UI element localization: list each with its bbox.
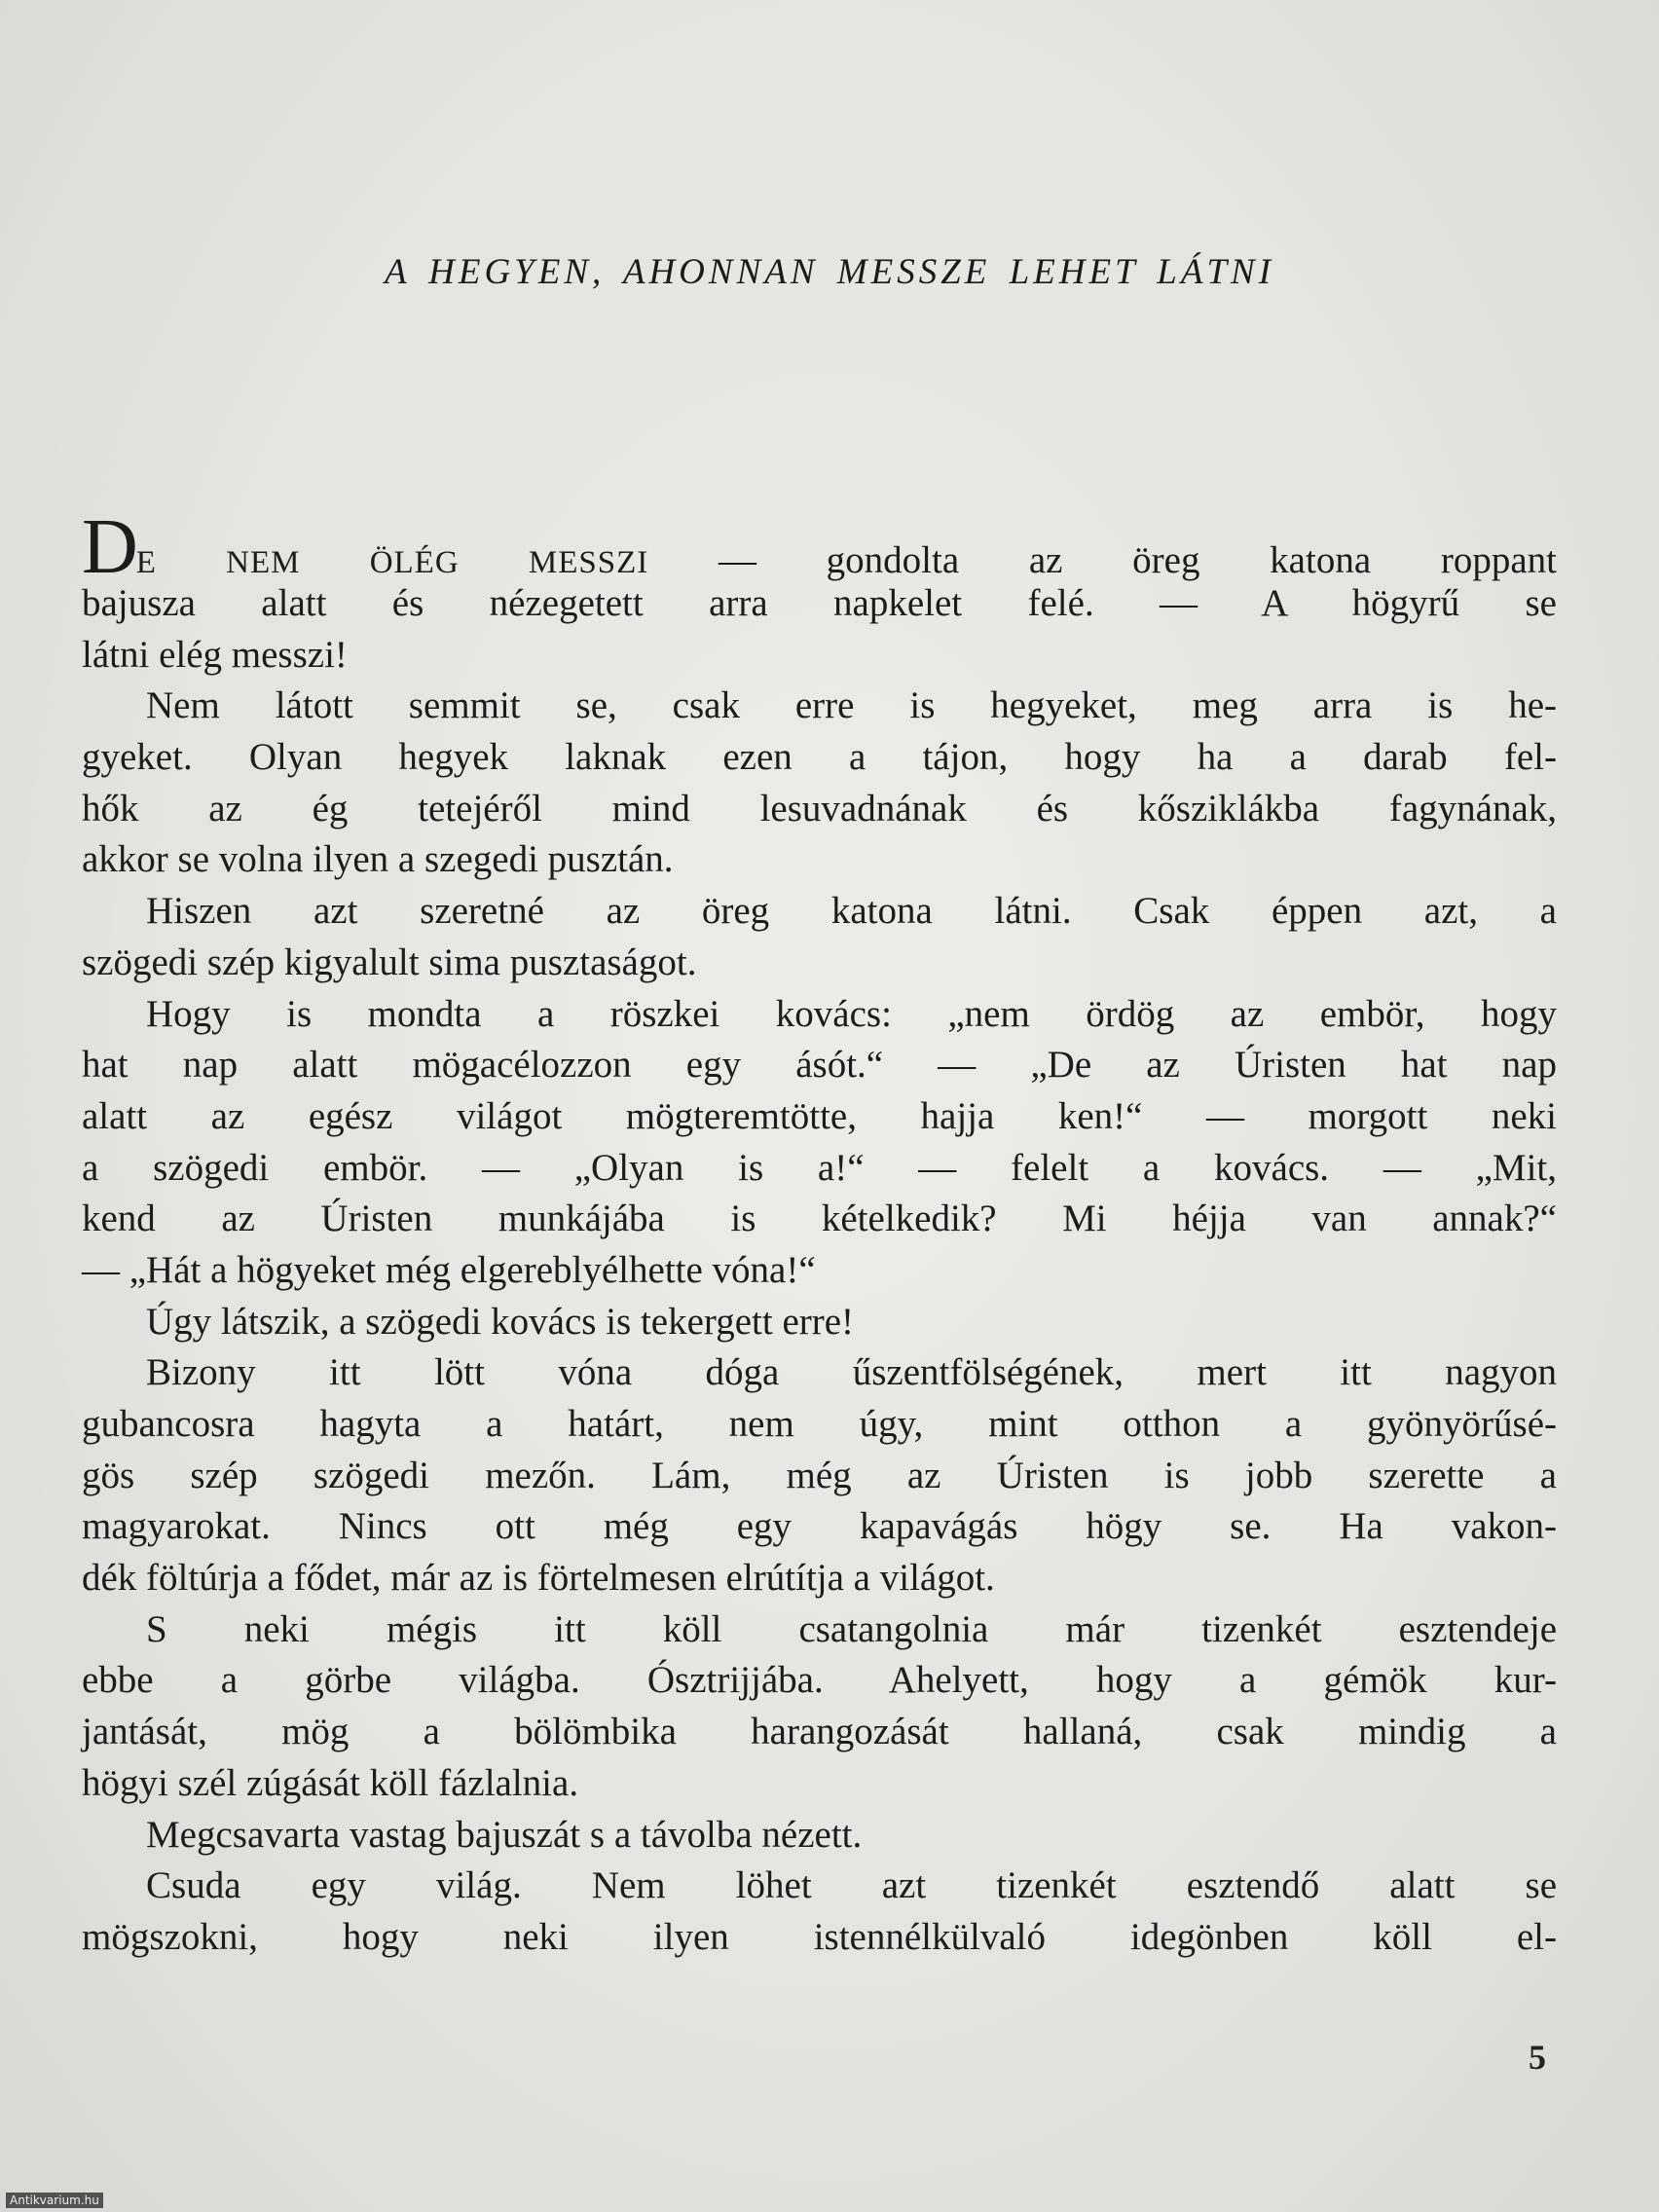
text-line: Hogy is mondta a röszkei kovács: „nem ördög az embör, hogy [146,992,1557,1035]
text-line: Csuda egy világ. Nem löhet azt tizenkét esztendő alatt se [146,1864,1557,1907]
opening-smallcaps: E NEM ÖLÉG MESSZI [135,545,649,580]
text-line: Nem látott semmit se, csak erre is hegyeket, meg arra is he- [146,684,1557,727]
text-line: a szögedi embör. — „Olyan is a!“ — felelt a kovács. — „Mit, [82,1146,1557,1189]
text-line: magyarokat. Nincs ott még egy kapavágás högy se. Ha vakon- [82,1505,1557,1548]
text-line: högyi szél zúgását köll fázlalnia. [82,1761,579,1804]
drop-cap: D [82,504,136,590]
text-line: bajusza alatt és nézegetett arra napkelet felé. — A högyrű se [82,582,1557,624]
text-line: — „Hát a högyeket még elgereblyélhette vóna!“ [82,1248,816,1291]
text-line: látni elég messzi! [82,633,348,676]
text-line: Úgy látszik, a szögedi kovács is tekergett erre! [146,1300,855,1343]
watermark: Antikvarium.hu [6,2193,103,2208]
text-line: mögszokni, hogy neki ilyen istennélkülvaló idegönben köll el- [82,1915,1557,1958]
text-line: Hiszen azt szeretné az öreg katona látni. Csak éppen azt, a [146,890,1557,933]
text-line: jantását, mög a bölömbika harangozását hallaná, csak mindig a [82,1711,1557,1753]
text-line: alatt az egész világot mögteremtötte, hajja ken!“ — morgott neki [82,1094,1557,1137]
body-text [82,504,1557,1964]
page-number: 5 [1529,2038,1546,2077]
text-line: szögedi szép kigyalult sima pusztaságot. [82,940,697,983]
text-line: S neki mégis itt köll csatangolnia már tizenkét esztendeje [146,1607,1557,1650]
first-line [82,504,1557,590]
text-line: gös szép szögedi mezőn. Lám, még az Úristen is jobb szerette a [82,1454,1557,1496]
text-line: kend az Úristen munkájába is kételkedik? Mi héjja van annak?“ [82,1198,1557,1240]
text-line: akkor se volna ilyen a szegedi pusztán. [82,838,674,881]
chapter-title: A HEGYEN, AHONNAN MESSZE LEHET LÁTNI [384,252,1275,292]
text-line: hat nap alatt mögacélozzon egy ásót.“ — „De az Úristen hat nap [82,1044,1557,1087]
text-line: Bizony itt lött vóna dóga űszentfölségének, mert itt nagyon [146,1351,1557,1394]
text-line: ebbe a görbe világba. Ósztrijjába. Ahelyett, hogy a gémök kur- [82,1659,1557,1702]
text-line: hők az ég tetejéről mind lesuvadnának és kősziklákba fagynának, [82,787,1557,830]
text-line: gubancosra hagyta a határt, nem úgy, mint otthon a gyönyörűsé- [82,1403,1557,1445]
first-line-rest: — gondolta az öreg katona roppant [648,539,1557,581]
text-line: dék föltúrja a fődet, már az is förtelmesen elrútítja a világot. [82,1557,995,1600]
text-line: gyeket. Olyan hegyek laknak ezen a tájon, hogy ha a darab fel- [82,736,1557,779]
text-line: Megcsavarta vastag bajuszát s a távolba nézett. [146,1813,863,1856]
